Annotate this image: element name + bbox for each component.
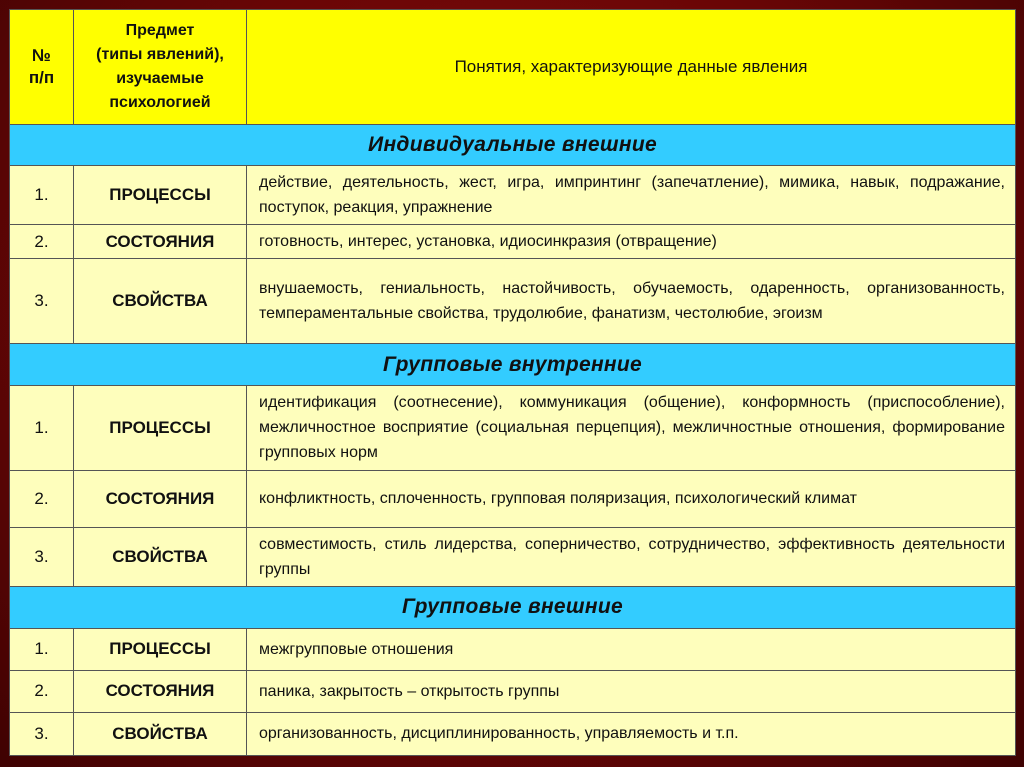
header-concepts: Понятия, характеризующие данные явления [247,10,1016,125]
section-row [10,344,1016,385]
section-title: Индивидуальные внешние [10,124,1016,165]
row-subject: ПРОЦЕССЫ [74,628,247,670]
table-row [10,165,1016,225]
row-concepts: внушаемость, гениальность, настойчивость, обучаемость, одаренность, организованность, темпераментальные свойства, трудолюбие, фанатизм, честолюбие, эгоизм [247,259,1016,344]
row-concepts: действие, деятельность, жест, игра, импринтинг (запечатление), мимика, навык, подражание, поступок, реакция, упражнение [247,165,1016,225]
row-concepts: идентификация (соотнесение), коммуникация (общение), конформность (приспособление), межличностное восприятие (социальная перцепция), межличностные отношения, формирование групповых норм [247,385,1016,470]
row-concepts: межгрупповые отношения [247,628,1016,670]
header-number: № п/п [10,10,74,125]
row-concepts: организованность, дисциплинированность, управляемость и т.п. [247,712,1016,755]
table-header-row [10,10,1016,125]
row-number: 2. [10,225,74,259]
row-subject: ПРОЦЕССЫ [74,165,247,225]
slide [8,8,1016,759]
row-number: 3. [10,259,74,344]
header-subject: Предмет (типы явлений), изучаемые психологией [74,10,247,125]
row-subject: СВОЙСТВА [74,528,247,586]
row-subject: СОСТОЯНИЯ [74,470,247,527]
section-title: Групповые внутренние [10,344,1016,385]
row-concepts: конфликтность, сплоченность, групповая поляризация, психологический климат [247,470,1016,527]
row-number: 1. [10,165,74,225]
table-row [10,712,1016,755]
table-row [10,259,1016,344]
row-subject: СВОЙСТВА [74,259,247,344]
row-concepts: совместимость, стиль лидерства, соперничество, сотрудничество, эффективность деятельности группы [247,528,1016,586]
row-concepts: готовность, интерес, установка, идиосинкразия (отвращение) [247,225,1016,259]
row-subject: ПРОЦЕССЫ [74,385,247,470]
section-row [10,124,1016,165]
phenomena-table [9,9,1016,756]
table-row [10,385,1016,470]
table-row [10,470,1016,527]
row-number: 3. [10,528,74,586]
table-row [10,528,1016,586]
table-row [10,670,1016,712]
table-row [10,225,1016,259]
row-subject: СВОЙСТВА [74,712,247,755]
row-subject: СОСТОЯНИЯ [74,670,247,712]
table-row [10,628,1016,670]
row-number: 2. [10,670,74,712]
row-number: 3. [10,712,74,755]
row-number: 2. [10,470,74,527]
section-title: Групповые внешние [10,586,1016,628]
row-concepts: паника, закрытость – открытость группы [247,670,1016,712]
row-number: 1. [10,628,74,670]
row-number: 1. [10,385,74,470]
section-row [10,586,1016,628]
row-subject: СОСТОЯНИЯ [74,225,247,259]
